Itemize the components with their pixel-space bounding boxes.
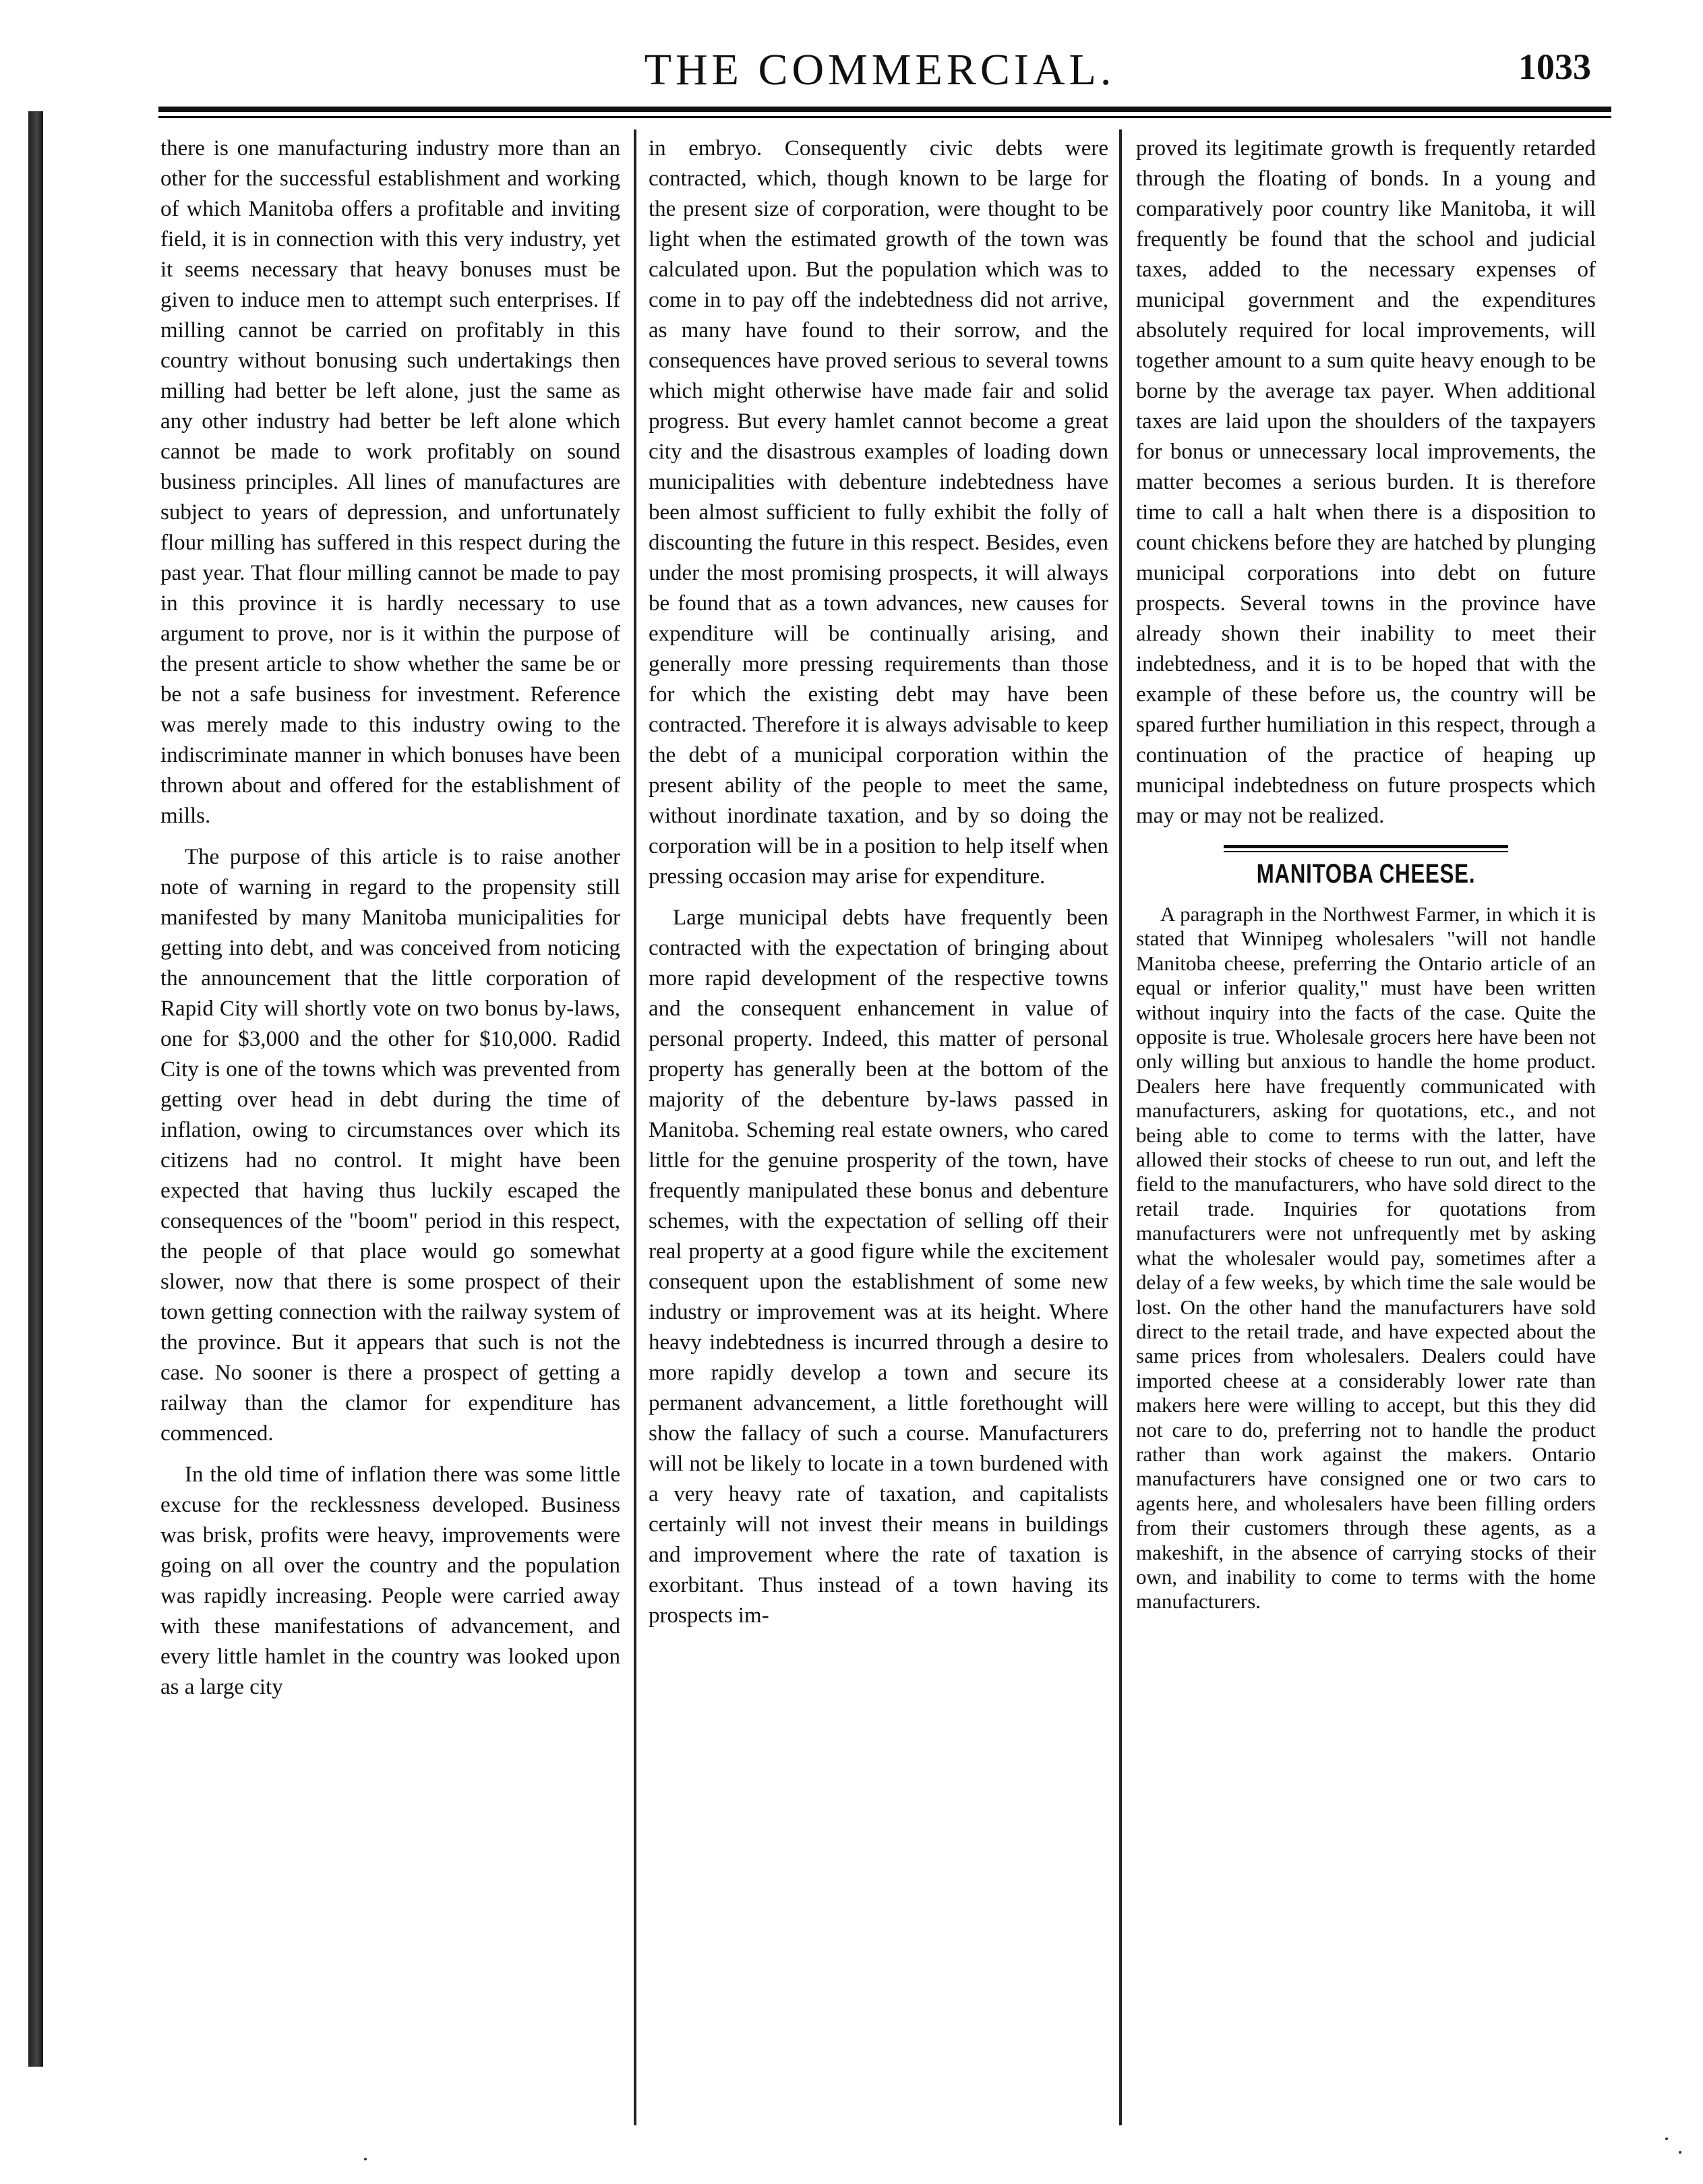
column-1 [160,134,620,2116]
column-2 [649,134,1108,2116]
article-headline: MANITOBA CHEESE. [1256,859,1476,889]
header-rule [158,107,1611,112]
header-rule-thin [158,116,1611,118]
article-paragraph: A paragraph in the Northwest Farmer, in which it is stated that Winnipeg wholesalers "will not handle Manitoba cheese, preferring the Ontario article of an equal or inferior quality," must have been written without inquiry into the facts of the case. Quite the opposite is true. Wholesale grocers here have been not only willing but anxious to handle the home product. Dealers here have frequently communicated with manufacturers, asking for quotations, etc., and not being able to come to terms with the latter, have allowed their stocks of cheese to run out, and left the field to the manufacturers, who have sold direct to the retail trade. Inquiries for quotations from manufacturers were not unfrequently met by asking what the wholesaler would pay, sometimes after a delay of a few weeks, by which time the sale would be lost. On the other hand the manufacturers have sold direct to the retail trade, and have expected about the same prices from wholesalers. Dealers could have imported cheese at a considerably lower rate than makers here were willing to accept, but this they did not care to do, preferring not to handle the product rather than work against the makers. Ontario manufacturers have consigned one or two cars to agents here, and wholesalers have been filling orders from their customers through these agents, as a makeshift, in the absence of carrying stocks of their own, and inability to come to terms with the home manufacturers. [1136,902,1596,1614]
headline-rule [1224,845,1508,848]
article-headline-block [1136,845,1596,891]
page-header [155,45,1605,105]
print-speck [1665,2137,1668,2140]
print-speck [364,2158,367,2160]
paragraph: The purpose of this article is to raise another note of warning in regard to the propensity still manifested by many Manitoba municipalities for getting into debt, and was conceived from noticing the announcement that the little corporation of Rapid City will shortly vote on two bonus by-laws, one for $3,000 and the other for $10,000. Radid City is one of the towns which was prevented from getting over head in debt during the time of inflation, owing to circumstances over which its citizens had no control. It might have been expected that having thus luckily escaped the consequences of the "boom" period in this respect, the people of that place would go somewhat slower, now that there is some prospect of their town getting connection with the railway system of the province. But it appears that such is not the case. No sooner is there a prospect of getting a railway than the clamor for expenditure has commenced. [160,845,620,1446]
paragraph: there is one manufacturing industry more than an other for the successful establishment and working of which Manitoba offers a profitable and inviting field, it is in connection with this very industry, yet it seems necessary that heavy bonuses must be given to induce men to attempt such enterprises. If milling cannot be carried on profitably in this country without bonusing such undertakings then milling had better be left alone, just the same as any other industry had better be left alone which cannot be made to work profitably on sound business principles. All lines of manufactures are subject to years of depression, and unfortunately flour milling has suffered in this respect during the past year. That flour milling cannot be made to pay in this province it is hardly necessary to use argument to prove, nor is it within the purpose of the present article to show whether the same be or be not a safe business for investment. Reference was merely made to this industry owing to the indiscriminate manner in which bonuses have been thrown about and offered for the establishment of mills. [160,136,620,828]
page-number: 1033 [1518,47,1591,87]
print-speck [1679,2151,1681,2154]
column-3 [1136,134,1596,2116]
paragraph: proved its legitimate growth is frequently retarded through the floating of bonds. In a young and comparatively poor country like Manitoba, it will frequently be found that the school and judicial taxes, added to the necessary expenses of municipal government and the expenditures absolutely required for local improvements, will together amount to a sum quite heavy enough to be borne by the average tax payer. When additional taxes are laid upon the shoulders of the taxpayers for bonus or unnecessary local improvements, the matter becomes a serious burden. It is therefore time to call a halt when there is a disposition to count chickens before they are hatched by plunging municipal corporations into debt on future prospects. Several towns in the province have already shown their inability to meet their indebtedness, and it is to be hoped that with the example of these before us, the country will be spared further humiliation in this respect, through a continuation of the practice of heaping up municipal indebtedness on future prospects which may or may not be realized. [1136,136,1596,828]
headline-rule-thin [1224,851,1508,852]
column-divider [1119,129,1122,2125]
paragraph: Large municipal debts have frequently been contracted with the expectation of bringing about more rapid development of the respective towns and the consequent enhancement in value of personal property. Indeed, this matter of personal property has generally been at the bottom of the majority of the debenture by-laws passed in Manitoba. Scheming real estate owners, who cared little for the genuine prosperity of the town, have frequently manipulated these bonus and debenture schemes, with the expectation of selling off their real property at a good figure while the excitement consequent upon the establishment of some new industry or improvement was at its height. Where heavy indebtedness is incurred through a desire to more rapidly develop a town and secure its permanent advancement, a little forethought will show the fallacy of such a course. Manufacturers will not be likely to locate in a town burdened with a very heavy rate of taxation, and capitalists certainly will not invest their means in buildings and improvement where the rate of taxation is exorbitant. Thus instead of a town having its prospects im- [649,906,1108,1628]
column-divider [634,129,636,2125]
paragraph: In the old time of inflation there was some little excuse for the recklessness developed. Business was brisk, profits were heavy, improvements were going on all over the country and the population was rapidly increasing. People were carried away with these manifestations of advancement, and every little hamlet in the country was looked upon as a large city [160,1463,620,1699]
masthead: THE COMMERCIAL. [644,45,1116,94]
binding-edge-bar [28,111,43,2067]
paragraph: in embryo. Consequently civic debts were contracted, which, though known to be large for the present size of corporation, were thought to be light when the estimated growth of the town was calculated upon. But the population which was to come in to pay off the indebtedness did not arrive, as many have found to their sorrow, and the consequences have proved serious to several towns which might otherwise have made fair and solid progress. But every hamlet cannot become a great city and the disastrous examples of loading down municipalities with debenture indebtedness have been almost sufficient to fully exhibit the folly of discounting the future in this respect. Besides, even under the most promising prospects, it will always be found that as a town advances, new causes for expenditure will be continually arising, and generally more pressing requirements than those for which the existing debt may have been contracted. Therefore it is always advisable to keep the debt of a municipal corporation within the present ability of the people to meet the same, without inordinate taxation, and by so doing the corporation will be in a position to help itself when pressing occasion may arise for expenditure. [649,136,1108,889]
